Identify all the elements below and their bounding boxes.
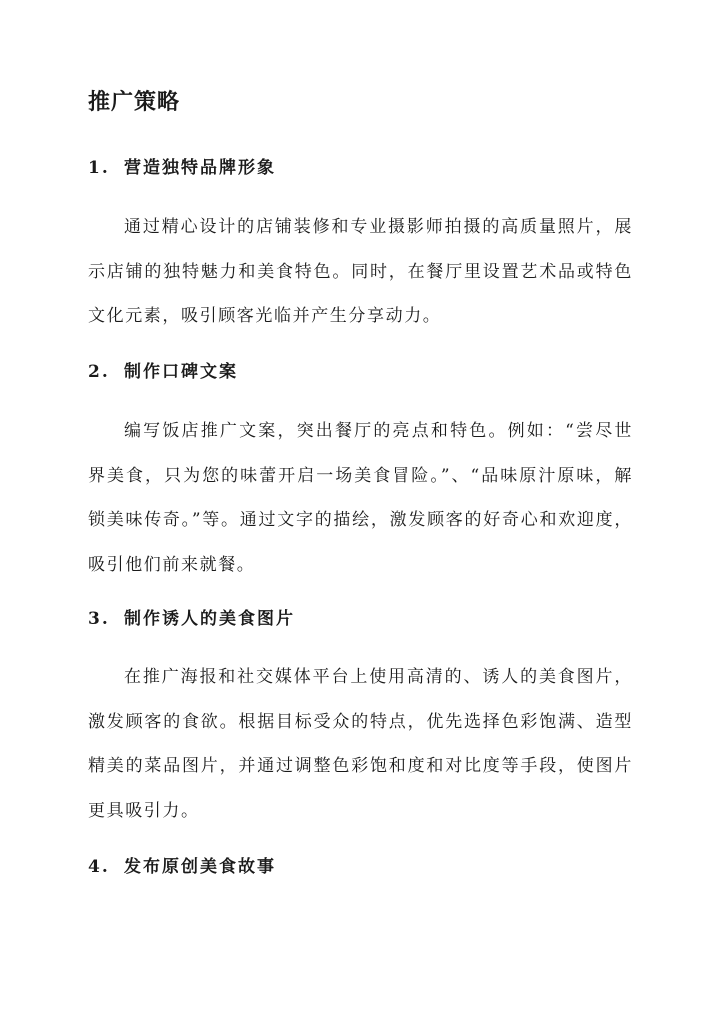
section-3-heading — [88, 607, 295, 631]
section-1-number: 1. — [88, 158, 110, 178]
section-4-number: 4. — [88, 857, 110, 877]
section-1-body: 通过精心设计的店铺装修和专业摄影师拍摄的高质量照片，展示店铺的独特魅力和美食特色。同时，在餐厅里设置艺术品或特色文化元素，吸引顾客光临并产生分享动力。 — [88, 217, 633, 326]
document-title: 推广策略 — [88, 89, 181, 115]
section-1-title: 营造独特品牌形象 — [124, 158, 276, 178]
section-1-heading — [88, 156, 276, 180]
section-4-heading — [88, 855, 276, 879]
section-2-body: 编写饭店推广文案，突出餐厅的亮点和特色。例如：“尝尽世界美食，只为您的味蕾开启一场美食冒险。”、“品味原汁原味，解锁美味传奇。”等。通过文字的描绘，激发顾客的好奇心和欢迎度，吸引他们前来就餐。 — [88, 421, 633, 575]
section-3-title: 制作诱人的美食图片 — [124, 609, 295, 629]
section-3-body: 在推广海报和社交媒体平台上使用高清的、诱人的美食图片，激发顾客的食欲。根据目标受众的特点，优先选择色彩饱满、造型精美的菜品图片，并通过调整色彩饱和度和对比度等手段，使图片更具吸引力。 — [88, 667, 633, 821]
section-2-title: 制作口碑文案 — [124, 362, 238, 382]
section-4-title: 发布原创美食故事 — [124, 857, 276, 877]
section-3-number: 3. — [88, 609, 110, 629]
section-2-heading — [88, 360, 238, 384]
section-2-number: 2. — [88, 362, 110, 382]
